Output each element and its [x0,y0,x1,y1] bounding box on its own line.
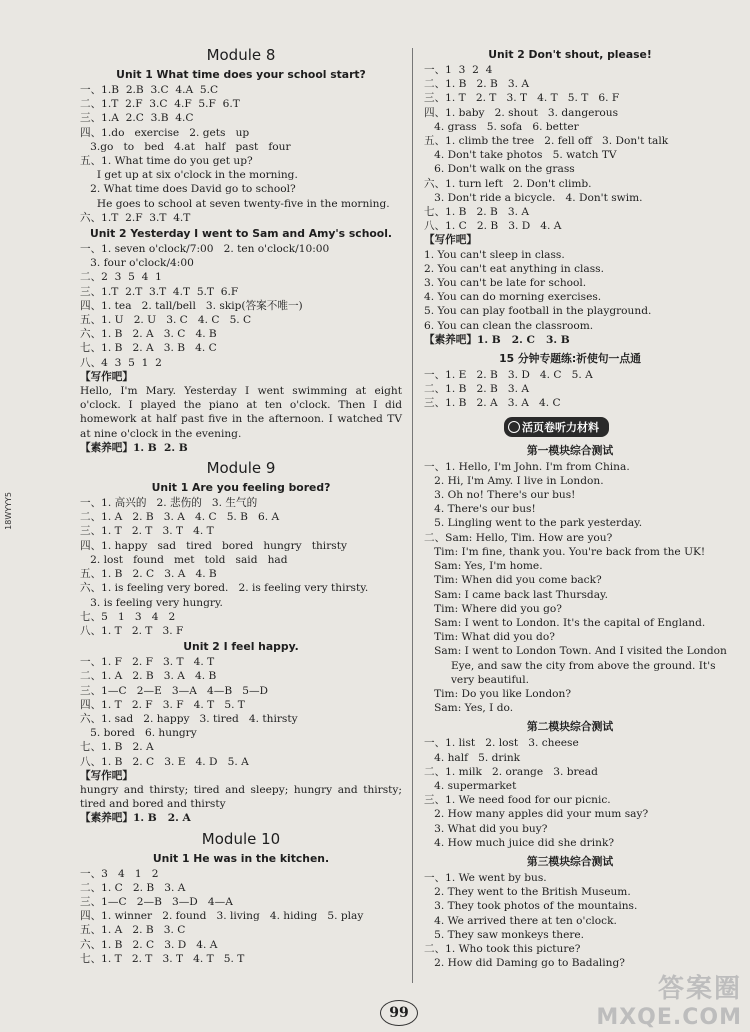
answer-line: 3. Oh no! There's our bus! [424,489,576,502]
answer-line: 二、1. Who took this picture? [424,942,581,955]
answer-line: 七、1. B 2. A [80,741,154,754]
answer-line: Sam: Yes, I do. [424,702,514,715]
watermark-line-2: MXQE.COM [596,1005,742,1030]
answer-line: 二、1. milk 2. orange 3. bread [424,765,598,778]
answer-line: 4. supermarket [424,779,517,792]
answer-line: 八、1. B 2. C 3. E 4. D 5. A [80,755,249,768]
answer-line: 4. Don't take photos 5. watch TV [424,149,617,162]
answer-line: Tim: Where did you go? [424,602,562,615]
module-10-title: Module 10 [201,829,281,848]
answer-line: Sam: Yes, I'm home. [424,560,543,573]
answer-line: 六、1. is feeling very bored. 2. is feeling very thirsty. [80,582,369,595]
module-10-unit-1-title: Unit 1 He was in the kitchen. [152,851,330,865]
answer-line: 四、1. T 2. F 3. F 4. T 5. T [80,698,245,711]
right-column [424,42,727,970]
answer-line: 二、2 3 5 4 1 [80,271,162,284]
answer-line: 五、1. climb the tree 2. fell off 3. Don't talk [424,135,669,148]
answer-line: 3. Don't ride a bicycle. 4. Don't swim. [424,191,643,204]
listening-materials-banner [504,417,609,437]
answer-line: 2. How did Daming go to Badaling? [424,957,625,970]
answer-line: 一、1. Hello, I'm John. I'm from China. [424,460,630,473]
answer-line: 五、1. U 2. U 3. C 4. C 5. C [80,314,252,327]
answer-line: 三、1. We need food for our picnic. [424,794,611,807]
test-1-title: 第一模块综合测试 [526,443,614,457]
answer-line: very beautiful. [424,673,529,686]
answer-line: 3.go to bed 4.at half past four [80,140,291,153]
answer-line: He goes to school at seven twenty-five in the morning. [80,197,390,210]
test-2-title: 第二模块综合测试 [526,720,614,734]
writing-label: 【写作吧】 [424,234,477,247]
answer-line: 二、Sam: Hello, Tim. How are you? [424,531,613,544]
module-9-unit-1-title: Unit 1 Are you feeling bored? [151,481,331,495]
answer-line: 二、1.T 2.F 3.C 4.F 5.F 6.T [80,98,240,111]
left-column [80,42,402,966]
page-number: 99 [380,1000,418,1026]
answer-line: 二、1. A 2. B 3. A 4. B [80,670,217,683]
answer-line: 四、1. tea 2. tall/bell 3. skip(答案不唯一) [80,299,303,312]
answer-line: 3. What did you buy? [424,822,548,835]
ring-icon [508,421,520,433]
answer-line: Tim: When did you come back? [424,574,602,587]
module-9-unit-1-answers [80,496,402,638]
answer-line: Sam: I came back last Thursday. [424,588,608,601]
answer-line: 三、1.A 2.C 3.B 4.C [80,112,194,125]
writing-text: Hello, I'm Mary. Yesterday I went swimming at eight o'clock. I played the piano at ten o'clock. Then I did homework at half past five in the afternoon. I watched TV at nine o'clock in the evening. [80,385,402,440]
answer-line: 4. half 5. drink [424,751,521,764]
answer-line: 一、3 4 1 2 [80,867,159,880]
answer-line: 2. How many apples did your mum say? [424,808,649,821]
literacy-answers: 【素养吧】1. B 2. A [80,812,191,825]
module-8-title: Module 8 [206,46,276,64]
answer-line: 二、1. C 2. B 3. A [80,881,186,894]
answer-line: 2. You can't eat anything in class. [424,262,604,275]
answer-line: 七、5 1 3 4 2 [80,610,176,623]
answer-line: 1. You can't sleep in class. [424,248,565,261]
answer-line: 一、1. E 2. B 3. D 4. C 5. A [424,369,593,382]
module-8-unit-2-answers [80,242,402,370]
answer-line: 3. You can't be late for school. [424,277,587,290]
answer-line: 三、1. T 2. T 3. T 4. T [80,525,214,538]
answer-line: Sam: I went to London Town. And I visited the London [424,645,727,658]
test-3-title: 第三模块综合测试 [526,854,614,868]
answer-line: 六、1. sad 2. happy 3. tired 4. thirsty [80,712,298,725]
answer-line: 五、1. What time do you get up? [80,155,253,168]
answer-line: 6. You can clean the classroom. [424,319,594,332]
answer-line: 七、1. B 2. B 3. A [424,206,530,219]
answer-line: 一、1. seven o'clock/7:00 2. ten o'clock/10:00 [80,243,330,256]
answer-line: 4. There's our bus! [424,503,536,516]
module-9-unit-2-answers [80,655,402,769]
answer-line: 5. Lingling went to the park yesterday. [424,517,643,530]
writing-text: hungry and thirsty; tired and sleepy; hungry and thirsty; tired and bored and thirsty [80,783,402,811]
answer-line: 5. You can play football in the playground. [424,305,652,318]
answer-line: 2. They went to the British Museum. [424,886,631,899]
answer-line: Eye, and saw the city from above the ground. It's [424,659,716,672]
special-practice-answers [424,368,716,411]
answer-line: 2. lost found met told said had [80,553,288,566]
module-9-unit-2-title: Unit 2 I feel happy. [183,640,299,654]
answer-line: 一、1 3 2 4 [424,64,493,76]
module-8-unit-2-title: Unit 2 Yesterday I went to Sam and Amy's school. [89,227,393,241]
watermark-line-1: 答案圈 [657,974,742,1004]
answer-line: Tim: Do you like London? [424,687,572,700]
answer-line: 3. They took photos of the mountains. [424,900,638,913]
test-2-script [424,736,716,850]
answer-line: 4. You can do morning exercises. [424,291,602,304]
answer-line: 三、1—C 2—E 3—A 4—B 5—D [80,684,269,697]
module-8-unit-1-title: Unit 1 What time does your school start? [116,68,366,81]
answer-line: Sam: I went to London. It's the capital of England. [424,616,706,629]
answer-line: 四、1. winner 2. found 3. living 4. hiding 5. play [80,910,364,923]
answer-line: 五、1. A 2. B 3. C [80,924,186,937]
answer-line: 二、1. B 2. B 3. A [424,78,530,91]
answer-line: 一、1.B 2.B 3.C 4.A 5.C [80,84,219,96]
answer-line: 八、1. C 2. B 3. D 4. A [424,220,562,233]
test-1-script [424,460,727,716]
watermark [596,968,742,1030]
answer-line: 一、1. We went by bus. [424,871,547,884]
answer-line: 一、1. list 2. lost 3. cheese [424,737,579,750]
answer-line: 5. They saw monkeys there. [424,928,585,941]
module-10-unit-1-answers [80,867,402,966]
answer-line: 五、1. B 2. C 3. A 4. B [80,568,217,581]
answer-line: 四、1. happy sad tired bored hungry thirsty [80,539,347,552]
answer-line: 二、1. B 2. B 3. A [424,383,530,396]
answer-line: 2. Hi, I'm Amy. I live in London. [424,474,604,487]
answer-line: 一、1. 高兴的 2. 悲伤的 3. 生气的 [80,497,258,510]
answer-line: 三、1—C 2—B 3—D 4—A [80,895,233,908]
answer-line: 三、1.T 2.T 3.T 4.T 5.T 6.F [80,285,239,298]
answer-line: 八、4 3 5 1 2 [80,356,162,369]
literacy-answers: 【素养吧】1. B 2. B [80,441,188,454]
answer-line: 4. grass 5. sofa 6. better [424,120,579,133]
writing-lines [424,248,716,333]
answer-line: 三、1. T 2. T 3. T 4. T 5. T 6. F [424,92,620,105]
answer-line: 六、1. turn left 2. Don't climb. [424,177,592,190]
answer-line: 四、1. baby 2. shout 3. dangerous [424,106,619,119]
answer-line: 4. We arrived there at ten o'clock. [424,914,617,927]
answer-line: Tim: I'm fine, thank you. You're back from the UK! [424,545,706,558]
literacy-answers: 【素养吧】1. B 2. C 3. B [424,333,570,346]
module-8-unit-1-answers [80,83,402,225]
answer-line: 六、1.T 2.F 3.T 4.T [80,211,191,224]
answer-line: 七、1. T 2. T 3. T 4. T 5. T [80,952,245,965]
answer-line: 六、1. B 2. A 3. C 4. B [80,328,217,341]
writing-label: 【写作吧】 [80,769,133,782]
answer-line: 四、1.do exercise 2. gets up [80,126,250,139]
answer-line: 2. What time does David go to school? [80,183,296,196]
side-code: 18WYYY5 [4,492,13,530]
answer-line: I get up at six o'clock in the morning. [80,169,298,182]
answer-line: 3. is feeling very hungry. [80,596,223,609]
answer-line: 七、1. B 2. A 3. B 4. C [80,342,217,355]
answer-line: 三、1. B 2. A 3. A 4. C [424,397,561,410]
answer-line: 八、1. T 2. T 3. F [80,624,184,637]
module-9-title: Module 9 [206,459,276,478]
special-practice-title: 15 分钟专题练:祈使句一点通 [499,352,641,366]
answer-line: 6. Don't walk on the grass [424,163,575,176]
writing-label: 【写作吧】 [80,370,133,383]
answer-line: 六、1. B 2. C 3. D 4. A [80,938,218,951]
answer-line: Tim: What did you do? [424,631,555,644]
answer-line: 5. bored 6. hungry [80,727,197,740]
banner-label: 活页卷听力材料 [522,420,599,434]
unit-2-title: Unit 2 Don't shout, please! [488,48,652,61]
test-3-script [424,871,716,970]
unit-2-answers [424,63,716,233]
answer-line: 3. four o'clock/4:00 [80,257,194,270]
column-divider [412,48,413,983]
answer-line: 一、1. F 2. F 3. T 4. T [80,656,215,669]
answer-line: 二、1. A 2. B 3. A 4. C 5. B 6. A [80,511,280,524]
answer-line: 4. How much juice did she drink? [424,836,615,849]
